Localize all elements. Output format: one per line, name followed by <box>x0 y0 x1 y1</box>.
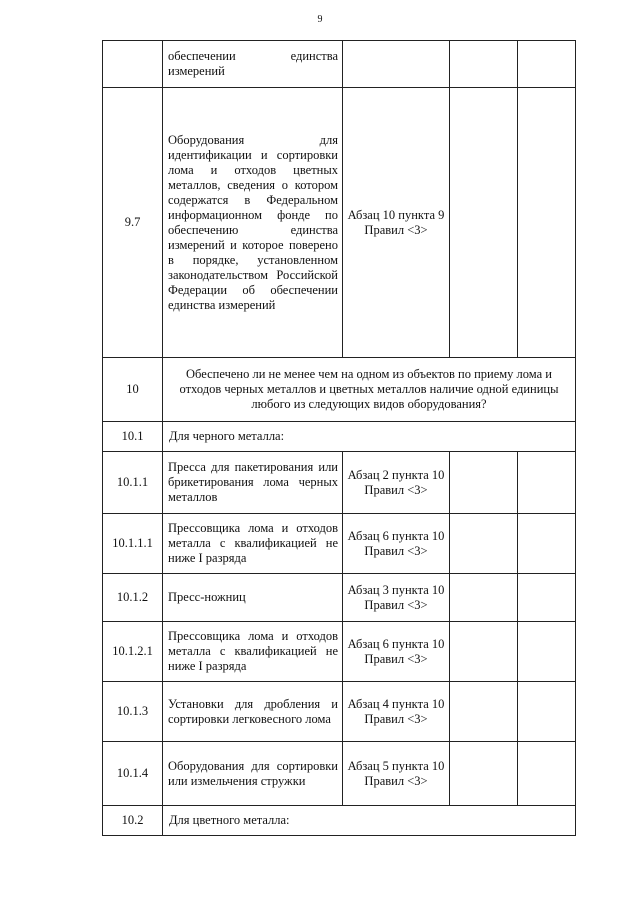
row-description: Прессовщика лома и отходов металла с квалификацией не ниже I разряда <box>163 514 343 574</box>
row-number: 10.2 <box>103 806 163 836</box>
answer-cell <box>450 452 518 514</box>
note-cell <box>518 88 576 358</box>
table-row <box>103 682 576 742</box>
note-cell <box>518 682 576 742</box>
row-number: 10.1.4 <box>103 742 163 806</box>
checklist-table <box>102 40 576 836</box>
row-description: обеспечении единства измерений <box>163 41 343 88</box>
note-cell <box>518 41 576 88</box>
table-row <box>103 452 576 514</box>
table-row <box>103 806 576 836</box>
note-cell <box>518 514 576 574</box>
answer-cell <box>450 88 518 358</box>
row-reference: Абзац 6 пункта 10 Правил <3> <box>343 622 450 682</box>
table-row <box>103 742 576 806</box>
section-heading: Для цветного металла: <box>163 806 576 836</box>
row-reference: Абзац 10 пункта 9 Правил <3> <box>343 88 450 358</box>
row-number: 10 <box>103 358 163 422</box>
answer-cell <box>450 682 518 742</box>
table-row <box>103 88 576 358</box>
row-description: Пресс-ножниц <box>163 574 343 622</box>
note-cell <box>518 622 576 682</box>
row-reference: Абзац 3 пункта 10 Правил <3> <box>343 574 450 622</box>
table-row <box>103 41 576 88</box>
row-question: Обеспечено ли не менее чем на одном из объектов по приему лома и отходов черных металлов и цветных металлов наличие одной единицы любого из следующих видов оборудования? <box>163 358 576 422</box>
row-number: 10.1.2.1 <box>103 622 163 682</box>
row-description: Оборудования для сортировки или измельчения стружки <box>163 742 343 806</box>
answer-cell <box>450 514 518 574</box>
row-description: Пресса для пакетирования или брикетирования лома черных металлов <box>163 452 343 514</box>
note-cell <box>518 452 576 514</box>
row-number: 10.1.1.1 <box>103 514 163 574</box>
row-description: Установки для дробления и сортировки легковесного лома <box>163 682 343 742</box>
page-number: 9 <box>317 14 323 25</box>
row-number: 10.1.2 <box>103 574 163 622</box>
row-reference: Абзац 5 пункта 10 Правил <3> <box>343 742 450 806</box>
table-row <box>103 422 576 452</box>
row-number: 10.1.3 <box>103 682 163 742</box>
row-number: 10.1.1 <box>103 452 163 514</box>
row-description: Прессовщика лома и отходов металла с квалификацией не ниже I разряда <box>163 622 343 682</box>
answer-cell <box>450 742 518 806</box>
row-number: 9.7 <box>103 88 163 358</box>
answer-cell <box>450 622 518 682</box>
row-number: 10.1 <box>103 422 163 452</box>
table-row <box>103 622 576 682</box>
table-row <box>103 514 576 574</box>
answer-cell <box>450 41 518 88</box>
section-heading: Для черного металла: <box>163 422 576 452</box>
answer-cell <box>450 574 518 622</box>
row-reference <box>343 41 450 88</box>
row-description: Оборудования для идентификации и сортировки лома и отходов цветных металлов, сведения о котором содержатся в Федеральном информационном фонде по обеспечению единства измерений и которое поверено в порядке, установленном законодательством Российской Федерации об обеспечении единства измерений <box>163 88 343 358</box>
table-row <box>103 358 576 422</box>
note-cell <box>518 742 576 806</box>
row-reference: Абзац 4 пункта 10 Правил <3> <box>343 682 450 742</box>
row-number <box>103 41 163 88</box>
row-reference: Абзац 6 пункта 10 Правил <3> <box>343 514 450 574</box>
note-cell <box>518 574 576 622</box>
table-row <box>103 574 576 622</box>
row-reference: Абзац 2 пункта 10 Правил <3> <box>343 452 450 514</box>
